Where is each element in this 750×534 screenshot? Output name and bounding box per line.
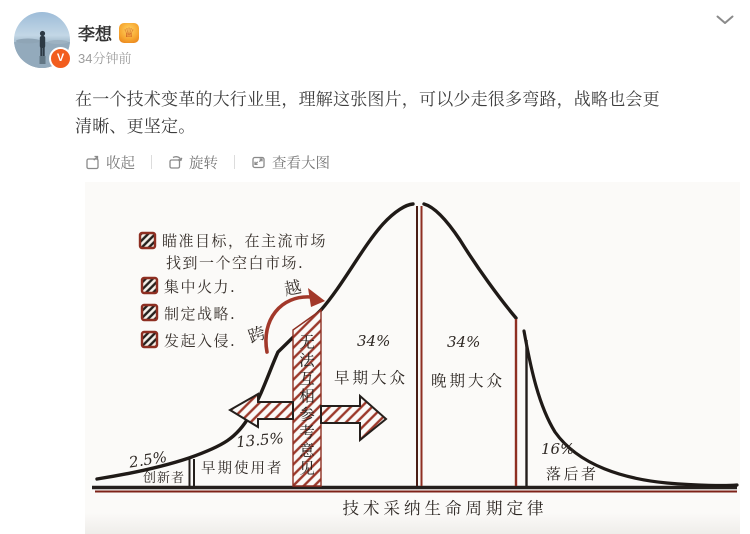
leap-char-kua: 跨 — [245, 323, 269, 348]
collapse-button[interactable] — [85, 152, 135, 173]
arrow-right-block — [321, 396, 386, 440]
view-large-button[interactable] — [251, 152, 330, 173]
post-image-adoption-curve[interactable] — [85, 182, 740, 534]
post-text: 在一个技术变革的大行业里，理解这张图片，可以少走很多弯路，战略也会更清晰、更坚定。 — [75, 90, 660, 136]
checklist-item-1b: 找到一个空白市场. — [166, 254, 305, 272]
early-adopters-percent: 13.5% — [235, 429, 285, 452]
view-large-icon — [251, 155, 266, 170]
early-majority-label: 早期大众 — [334, 369, 409, 387]
timestamp: 34分钟前 — [78, 51, 132, 66]
rotate-icon — [168, 155, 183, 170]
early-majority-percent: 34% — [357, 332, 391, 350]
image-toolbar — [85, 150, 330, 174]
checklist-icon — [140, 233, 155, 248]
rotate-button[interactable] — [168, 152, 218, 173]
collapse-label: 收起 — [106, 155, 135, 172]
verified-badge-icon: V — [49, 47, 72, 70]
laggards-percent: 16% — [541, 440, 575, 458]
view-large-label: 查看大图 — [272, 155, 330, 172]
x-axis — [92, 488, 737, 492]
chasm-label: 无法互相参考意见 — [297, 334, 315, 478]
checklist-item-1a: 瞄准目标，在主流市场 — [162, 232, 328, 250]
checklist-item-2: 集中火力. — [164, 278, 237, 296]
bell-curve-right — [424, 204, 516, 318]
laggards-label: 落后者 — [546, 465, 599, 483]
innovators-percent: 2.5% — [127, 447, 169, 472]
chart-title: 技术采纳生命周期定律 — [342, 499, 548, 518]
vip-crown-icon: ♕ — [119, 23, 139, 43]
toolbar-divider — [234, 155, 235, 169]
late-majority-percent: 34% — [447, 333, 481, 351]
arrow-left-block — [230, 394, 293, 427]
checklist-item-3: 制定战略. — [164, 305, 237, 323]
laggards-curve — [524, 331, 737, 485]
collapse-icon — [85, 155, 100, 170]
avatar[interactable] — [14, 12, 70, 68]
checklist-icon — [142, 278, 157, 293]
checklist-icon — [142, 332, 157, 347]
rotate-label: 旋转 — [189, 155, 218, 172]
checklist-item-4: 发起入侵. — [164, 332, 237, 350]
toolbar-divider — [151, 155, 152, 169]
innovators-label: 创新者 — [143, 471, 186, 486]
checklist-icon — [142, 305, 157, 320]
chevron-down-icon[interactable] — [716, 12, 734, 30]
late-majority-label: 晚期大众 — [431, 372, 506, 390]
username[interactable]: 李想 — [78, 25, 112, 44]
leap-char-yue: 越 — [282, 277, 304, 301]
early-adopters-label: 早期使用者 — [201, 461, 284, 477]
